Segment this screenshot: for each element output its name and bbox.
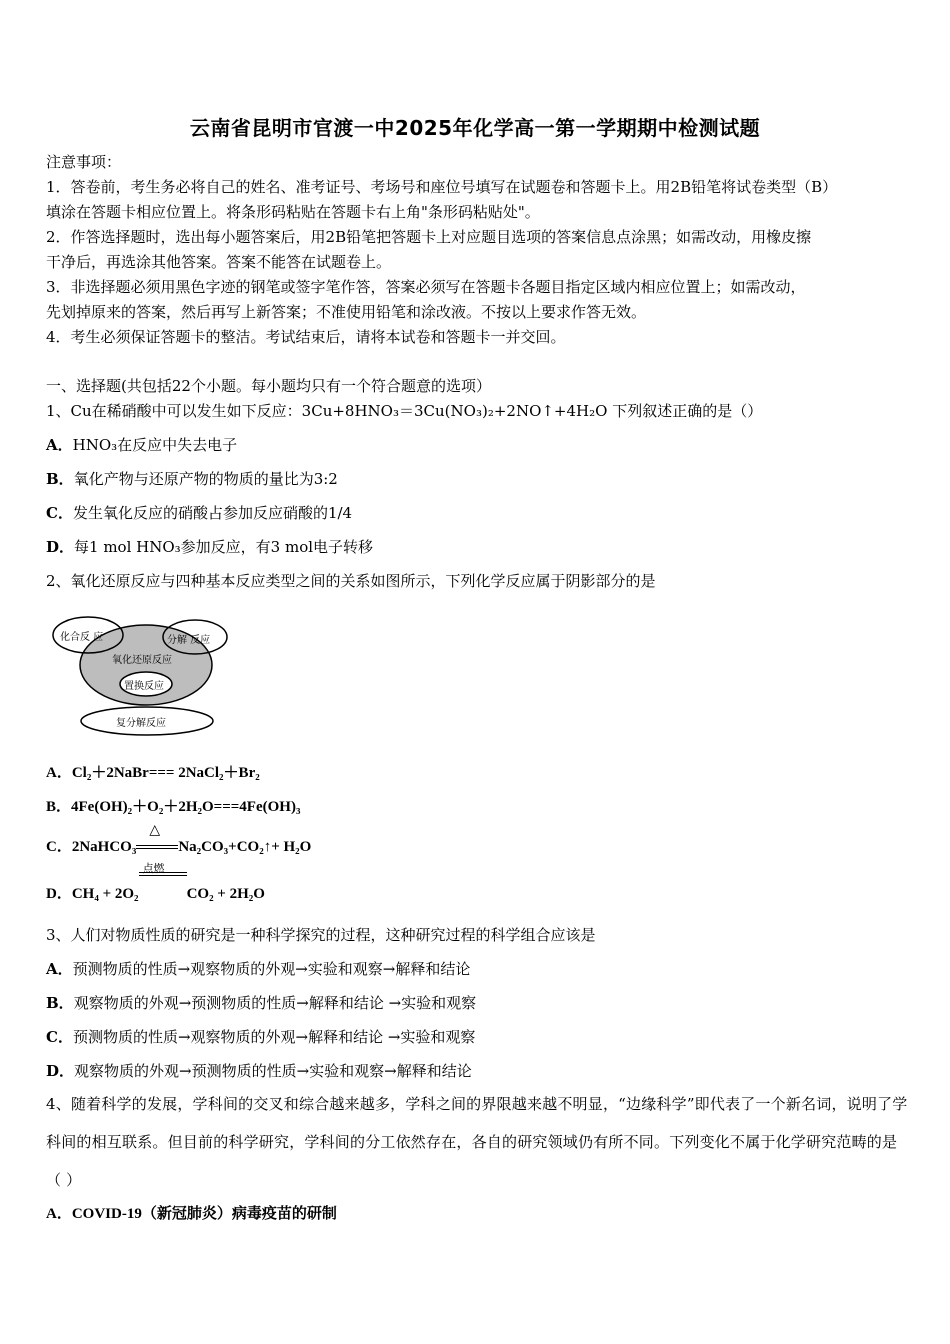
q2-option-c	[46, 823, 312, 857]
equation-arrow	[139, 863, 187, 898]
option-text: 观察物质的外观→预测物质的性质→实验和观察→解释和结论	[74, 1062, 472, 1080]
option-text: 发生氧化反应的硝酸占参加反应硝酸的1/4	[72, 504, 353, 522]
option-label: A．	[46, 1206, 72, 1222]
q1-option-d	[46, 537, 373, 557]
notice-line: 2．作答选择题时，选出每小题答案后，用2B铅笔把答题卡上对应题目选项的答案信息点涂黑；如需改动，用橡皮擦	[46, 228, 812, 246]
page-title: 云南省昆明市官渡一中2025年化学高一第一学期期中检测试题	[189, 116, 761, 140]
option-text: HNO₃在反应中失去电子	[72, 436, 238, 454]
equation-right: CO₂ + 2H₂O	[186, 886, 265, 902]
equation-arrow	[136, 823, 178, 851]
option-text: 预测物质的性质→观察物质的外观→解释和结论 →实验和观察	[72, 1028, 476, 1046]
section-heading: 一、选择题(共包括22个小题。每小题均只有一个符合题意的选项）	[46, 377, 491, 395]
notice-heading: 注意事项：	[46, 153, 122, 171]
q3-option-a	[46, 959, 470, 979]
q3-option-c	[46, 1027, 475, 1047]
option-text: 每1 mol HNO₃参加反应，有3 mol电子转移	[74, 538, 374, 556]
option-label: A．	[46, 960, 73, 978]
q2-option-d	[46, 863, 265, 904]
equation-left: CH₄ + 2O₂	[71, 886, 139, 902]
notice-line: 3．非选择题必须用黑色字迹的钢笔或签字笔作答，答案必须写在答题卡各题目指定区域内相应位置上；如需改动，	[46, 278, 806, 296]
option-label: B．	[46, 799, 72, 815]
option-text: 4Fe(OH)₂＋O₂＋2H₂O===4Fe(OH)₃	[71, 799, 301, 815]
q1-option-b	[46, 469, 338, 489]
equation-right: Na₂CO₃+CO₂↑+ H₂O	[178, 839, 312, 855]
option-label: B．	[46, 470, 74, 488]
option-label: C．	[46, 839, 72, 855]
q2-stem: 2、氧化还原反应与四种基本反应类型之间的关系如图所示，下列化学反应属于阴影部分的是	[46, 572, 656, 590]
option-text: 预测物质的性质→观察物质的外观→实验和观察→解释和结论	[72, 960, 471, 978]
option-label: A．	[46, 436, 73, 454]
notice-line: 干净后，再选涂其他答案。答案不能答在试题卷上。	[46, 253, 392, 271]
q1-option-c	[46, 503, 352, 523]
option-label: B．	[46, 994, 74, 1012]
option-label: D．	[46, 886, 72, 902]
q4-stem: 4、随着科学的发展，学科间的交叉和综合越来越多，学科之间的界限越来越不明显，“边缘科学”即代表了一个新名词，说明了学科间的相互联系。但目前的科学研究，学科间的分工依然存在，各自的研究领域仍有所不同。下列变化不属于化学研究范畴的是（ ）	[46, 1095, 908, 1189]
q1-option-a	[46, 435, 237, 455]
q3-option-b	[46, 993, 476, 1013]
q2-option-a	[46, 763, 260, 783]
displacement-label: 置换反应	[124, 681, 164, 692]
q1-stem: 1、Cu在稀硝酸中可以发生如下反应：3Cu+8HNO₃＝3Cu(NO₃)₂+2NO↑+4H₂O 下列叙述正确的是（）	[46, 402, 763, 420]
option-label: A．	[46, 765, 72, 781]
q3-option-d	[46, 1061, 472, 1081]
combination-label: 化合反 应	[60, 632, 104, 643]
option-text: Cl₂＋2NaBr=== 2NaCl₂＋Br₂	[71, 765, 260, 781]
option-text: 氧化产物与还原产物的物质的量比为3:2	[73, 470, 338, 488]
option-label: C．	[46, 504, 73, 522]
double-decomposition-label: 复分解反应	[116, 718, 166, 729]
condition-label: 点燃	[142, 863, 165, 875]
q2-option-b	[46, 797, 300, 817]
option-text: 观察物质的外观→预测物质的性质→解释和结论 →实验和观察	[73, 994, 477, 1012]
notice-line: 1．答卷前，考生务必将自己的姓名、准考证号、考场号和座位号填写在试题卷和答题卡上。用2B铅笔将试卷类型（B）	[46, 178, 838, 196]
equation-left: 2NaHCO₃	[71, 839, 137, 855]
notice-line: 填涂在答题卡相应位置上。将条形码粘贴在答题卡右上角"条形码粘贴处"。	[46, 203, 540, 221]
option-label: D．	[46, 538, 75, 556]
option-text: COVID-19（新冠肺炎）病毒疫苗的研制	[71, 1206, 337, 1222]
q4-option-a	[46, 1204, 337, 1224]
redox-label: 氧化还原反应	[112, 655, 172, 666]
notice-line: 先划掉原来的答案，然后再写上新答案；不准使用铅笔和涂改液。不按以上要求作答无效。	[46, 303, 647, 321]
condition-label: △	[149, 823, 161, 838]
q3-stem: 3、人们对物质性质的研究是一种科学探究的过程，这种研究过程的科学组合应该是	[46, 926, 596, 944]
option-label: C．	[46, 1028, 73, 1046]
option-label: D．	[46, 1062, 75, 1080]
reaction-type-venn-diagram	[50, 610, 240, 740]
decomposition-label: 分解 反应	[167, 635, 211, 646]
notice-line: 4．考生必须保证答题卡的整洁。考试结束后，请将本试卷和答题卡一并交回。	[46, 328, 566, 346]
